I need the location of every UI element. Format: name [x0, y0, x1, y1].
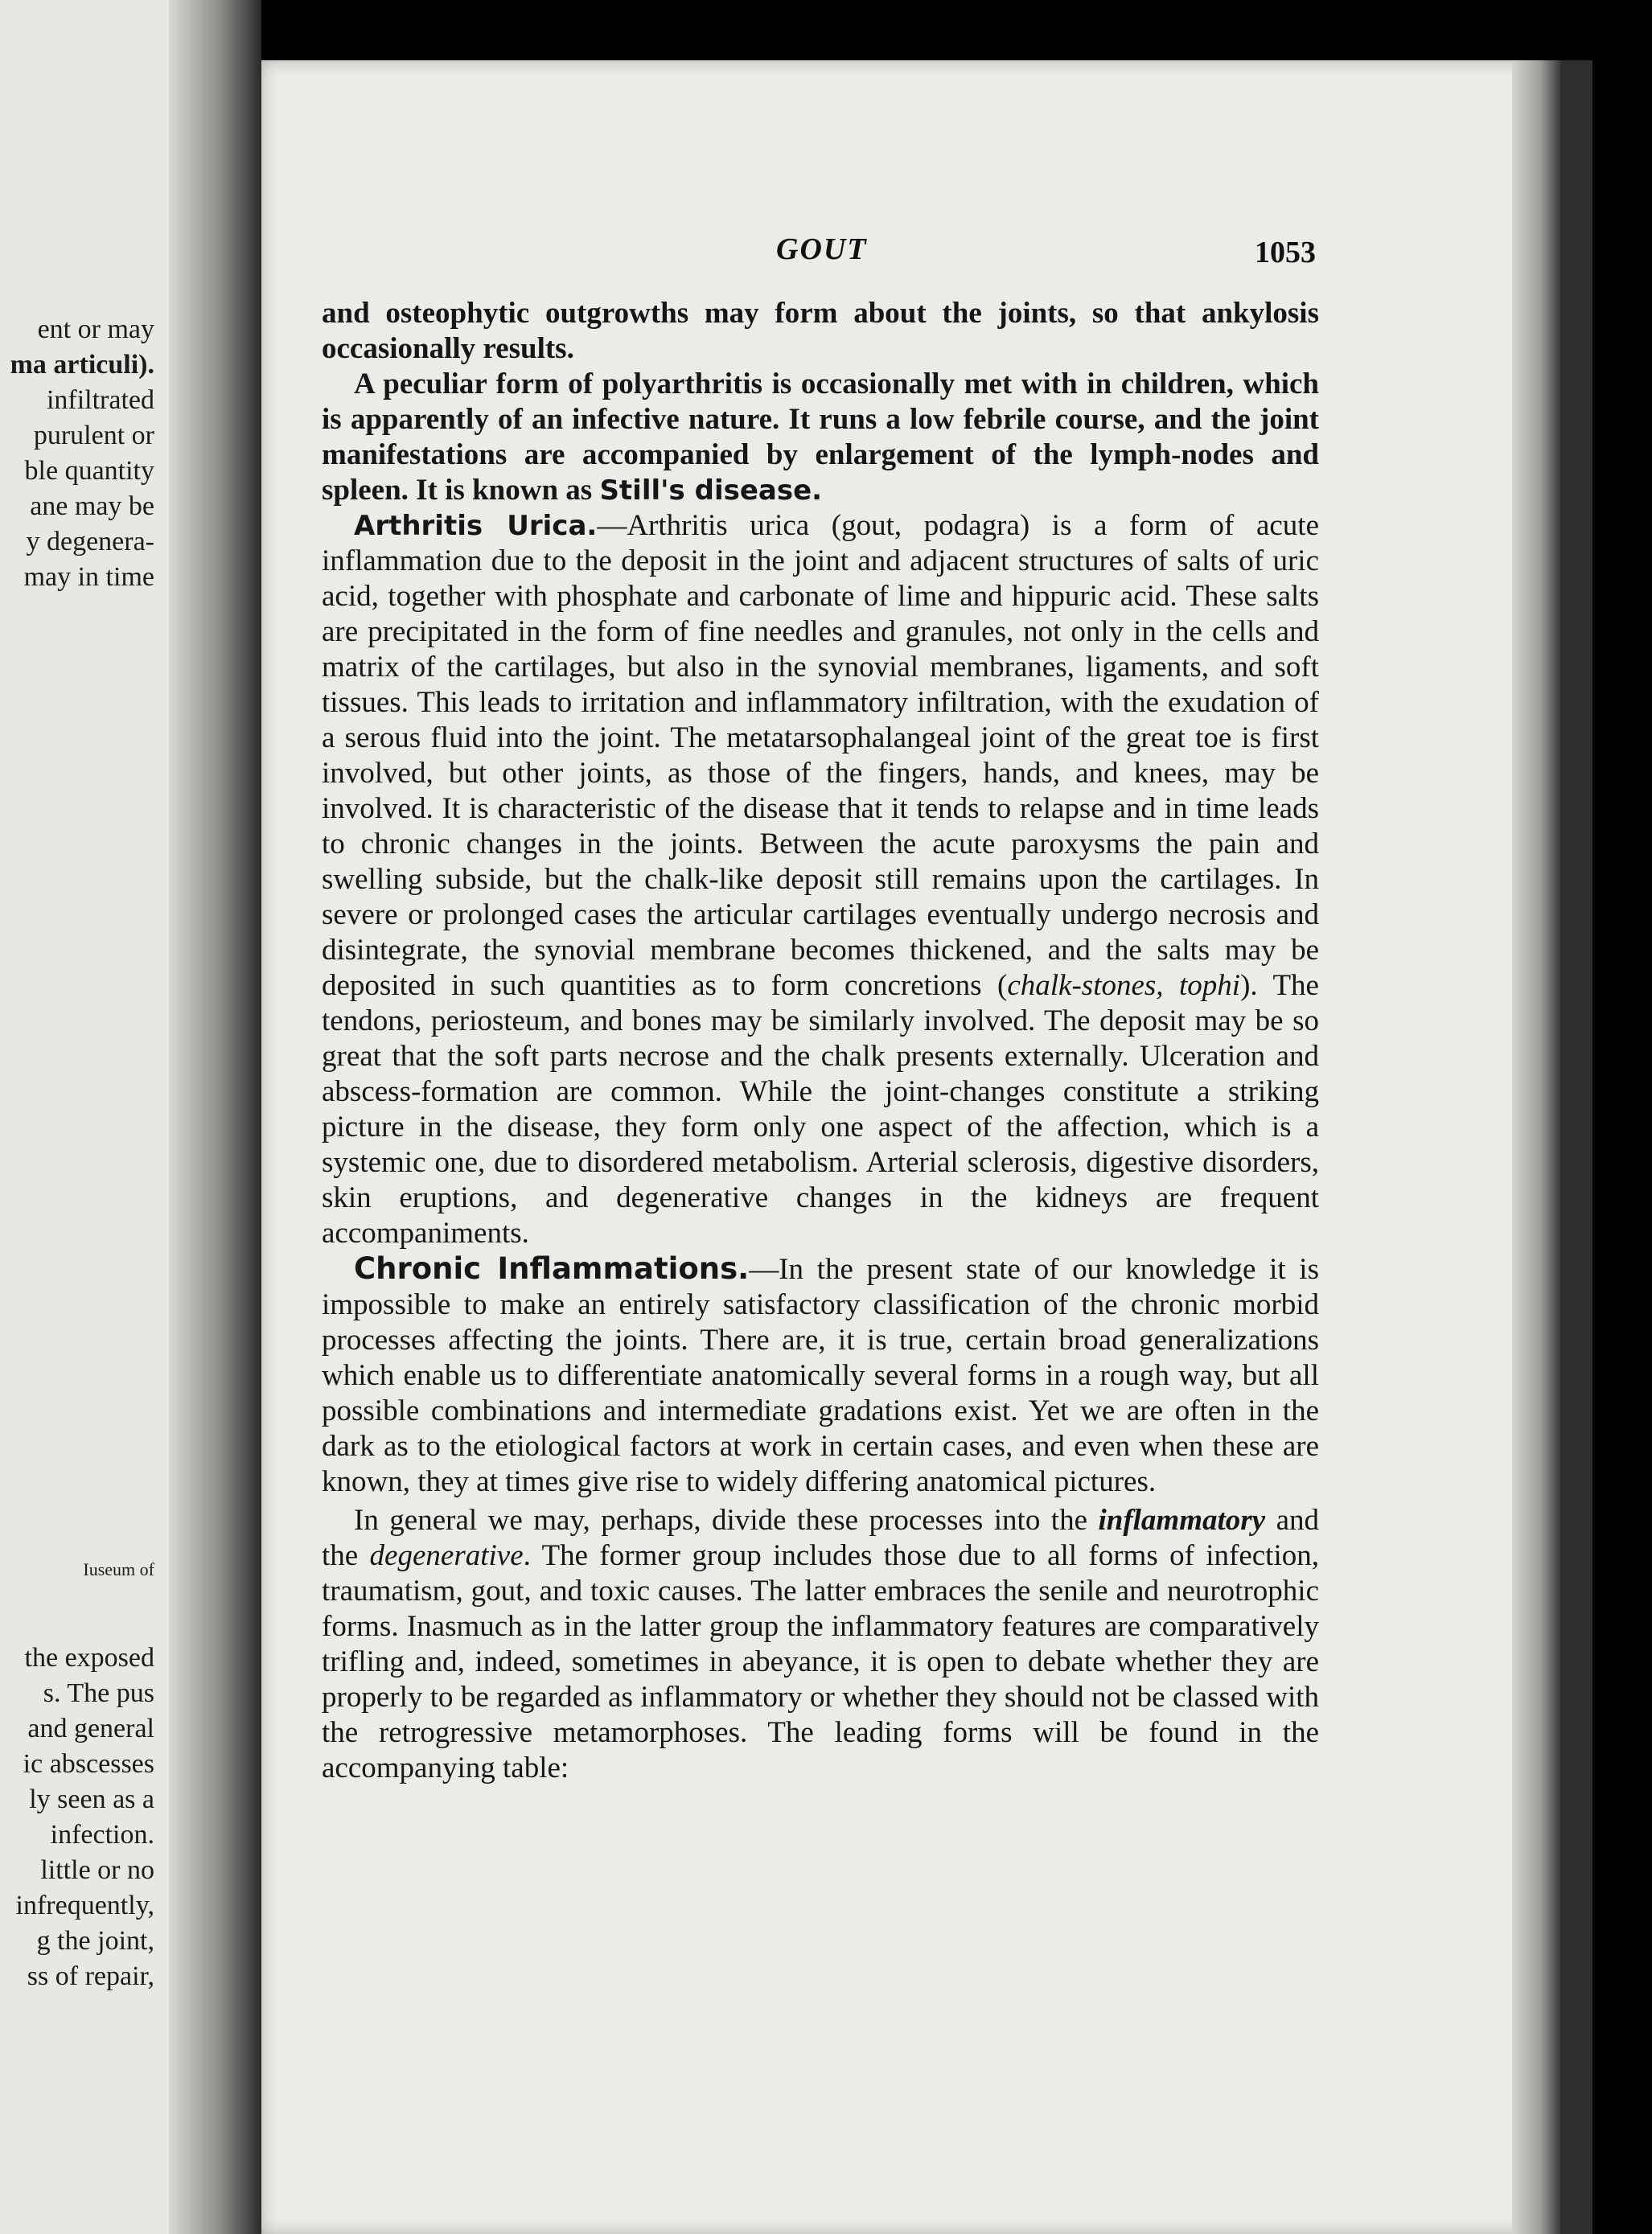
left-line-b8: infrequently, [15, 1891, 154, 1920]
left-line-b7: little or no [40, 1855, 154, 1885]
page-edge-shadow [1560, 60, 1592, 2234]
left-line-b4: ic abscesses [23, 1749, 154, 1779]
heading-chronic-inflammations: Chronic Inflammations. [354, 1251, 750, 1286]
left-line-2: ma articuli). [10, 350, 154, 380]
left-line-b2: s. The pus [43, 1678, 154, 1708]
paragraph-2 [322, 367, 1319, 508]
term-stills-disease: Still's disease. [599, 474, 823, 507]
paragraph-chronic-inflammations [322, 1251, 1319, 1500]
paragraph-5 [322, 1503, 1319, 1786]
paragraph-5-text-c: . The former group includes those due to all forms of infection, traumatism, gout, and toxic causes. The latter embraces the senile and neurotrophic forms. Inasmuch as in the latter group the inflammatory features are comparatively trifling and, indeed, sometimes in abeyance, it is open to debate whether they are properly to be regarded as inflammatory or whether they should not be classed with the retrogressive metamorphoses. The leading forms will be found in the accompanying table: [322, 1539, 1319, 1784]
left-line-6: ane may be [30, 491, 154, 521]
heading-arthritis-urica: Arthritis Urica. [354, 510, 598, 542]
left-line-b6: infection. [50, 1820, 154, 1850]
left-line-1: ent or may [37, 314, 154, 344]
paragraph-2-text: A peculiar form of polyarthritis is occasionally met with in children, which is apparently of an infective nature. It runs a low febrile course, and the joint manifestations are accompanied by enlargement of the lymph-nodes and spleen. It is known as [322, 368, 1319, 507]
left-line-b10: ss of repair, [27, 1961, 154, 1991]
term-chalk-stones: chalk-stones, tophi [1007, 969, 1241, 1002]
paragraph-5-text-b: and the [322, 1504, 1319, 1572]
left-figure-caption: Iuseum of [83, 1559, 154, 1579]
left-line-b3: and general [27, 1714, 154, 1743]
paragraph-5-text-a: In general we may, perhaps, divide these processes into the [354, 1504, 1099, 1537]
page-number: 1053 [1255, 236, 1316, 269]
left-line-4: purulent or [33, 421, 154, 450]
paragraph-3-text-a: —Arthritis urica (gout, podagra) is a form of acute inflammation due to the deposit in the joint and adjacent structures of salts of uric acid, together with phosphate and carbonate of lime and hippuric acid. These salts are precipitated in the form of fine needles and granules, not only in the cells and matrix of the cartilages, but also in the synovial membranes, ligaments, and soft tissues. This leads to irritation and inflammatory infiltration, with the exudation of a serous fluid into the joint. The metatarsophalangeal joint of the great toe is first involved, but other joints, as those of the fingers, hands, and knees, may be involved. It is characteristic of the disease that it tends to relapse and in time leads to chronic changes in the joints. Between the acute paroxysms the pain and swelling subside, but the chalk-like deposit still remains upon the cartilages. In severe or prolonged cases the articular cartilages eventually undergo necrosis and disintegrate, the synovial membrane becomes thickened, and the salts may be deposited in such quantities as to form concretions ( [322, 509, 1319, 1002]
paragraph-3-text-b: ). The tendons, periosteum, and bones may be similarly involved. The deposit may be so great that the soft parts necrose and the chalk presents externally. Ulceration and abscess-formation are common. While the joint-changes constitute a striking picture in the disease, they form only one aspect of the affection, which is a systemic one, due to disordered metabolism. Arterial sclerosis, digestive disorders, skin eruptions, and degenerative changes in the kidneys are frequent accompaniments. [322, 969, 1319, 1250]
term-inflammatory: inflammatory [1098, 1504, 1266, 1537]
left-line-5: ble quantity [24, 456, 154, 486]
left-line-3: infiltrated [46, 385, 154, 415]
left-line-7: y degenera- [26, 527, 154, 556]
book-gutter [169, 0, 261, 2234]
left-line-b5: ly seen as a [29, 1784, 154, 1814]
running-title: GOUT [776, 232, 868, 266]
left-line-b1: the exposed [24, 1643, 154, 1673]
term-degenerative: degenerative [369, 1539, 524, 1572]
left-line-b9: g the joint, [36, 1926, 154, 1956]
paragraph-4-text: —In the present state of our knowledge it is impossible to make an entirely satisfactory classification of the chronic morbid processes affecting the joints. There are, it is true, certain broad generalizations which enable us to differentiate anatomically several forms in a rough way, but all possible combinations and intermediate gradations exist. Yet we are often in the dark as to the etiological factors at work in certain cases, and even when these are known, they at times give rise to widely differing anatomical pictures. [322, 1253, 1319, 1498]
text-column [322, 296, 1319, 1786]
paragraph-arthritis-urica [322, 508, 1319, 1251]
page-edge [1512, 60, 1560, 2234]
left-line-8: may in time [23, 562, 154, 592]
paragraph-1: and osteophytic outgrowths may form about the joints, so that ankylosis occasionally results. [322, 297, 1319, 365]
